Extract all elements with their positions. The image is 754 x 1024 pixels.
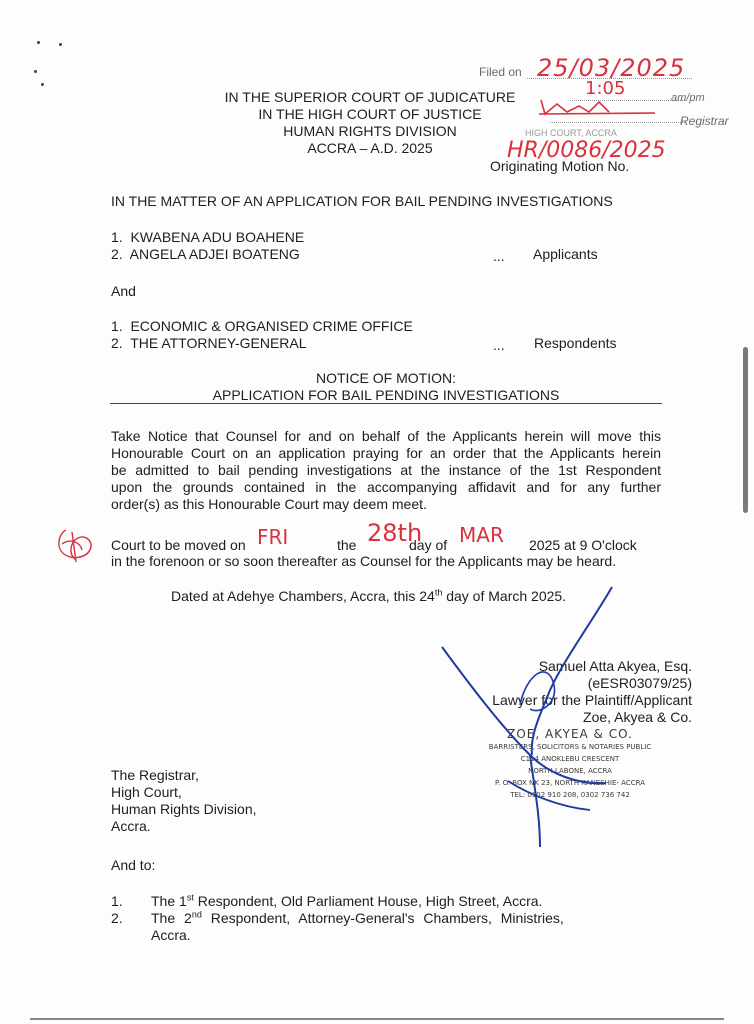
respondents-ellipsis: ... <box>493 337 505 353</box>
firm-stamp-line-5: TEL: 0302 910 208, 0302 736 742 <box>510 791 630 799</box>
hearing-suffix: 2025 at 9 O'clock <box>529 537 637 553</box>
high-court-label: HIGH COURT, ACCRA <box>525 128 617 138</box>
firm-stamp-line-1: BARRISTERS, SOLICITORS & NOTARIES PUBLIC <box>488 743 652 751</box>
suit-number-handwritten: HR/0086/2025 <box>507 138 666 163</box>
notice-title <box>111 370 661 404</box>
filed-on-label: Filed on <box>479 65 522 79</box>
scan-speck <box>59 43 62 46</box>
and-to-label: And to: <box>111 857 156 873</box>
recipient-2 <box>111 909 671 943</box>
page-bottom-rule <box>30 1018 724 1020</box>
respondents-role: Respondents <box>534 335 617 351</box>
notice-body-line-1: Take Notice that Counsel for and on behalf of the Applicants herein will move this <box>111 428 661 444</box>
am-pm-label: am/pm <box>671 92 705 104</box>
originating-motion-label: Originating Motion No. <box>490 158 630 174</box>
hearing-prefix: Court to be moved on <box>111 537 246 553</box>
court-line-2: IN THE HIGH COURT OF JUSTICE <box>258 106 482 122</box>
scan-speck <box>41 83 44 86</box>
filed-time-handwritten: 1:05 <box>585 78 626 99</box>
court-line-3: HUMAN RIGHTS DIVISION <box>283 123 457 139</box>
court-line-4: ACCRA – A.D. 2025 <box>307 140 433 156</box>
law-firm: Zoe, Akyea & Co. <box>583 709 692 725</box>
respondent-2: 2. THE ATTORNEY-GENERAL <box>111 335 307 351</box>
stamp-dotted-line <box>550 122 685 123</box>
hearing-line-2: in the forenoon or so soon thereafter as Counsel for the Applicants may be heard. <box>111 553 617 569</box>
lawyer-signature-icon <box>430 585 650 855</box>
notice-body-line-5: order(s) as this Honourable Court may deem meet. <box>111 496 427 512</box>
hearing-day-handwritten: FRI <box>257 525 289 549</box>
firm-stamp-line-2: C114 ANOKLEBU CRESCENT <box>520 755 620 763</box>
dated-post: day of March 2025. <box>442 588 567 604</box>
hearing-day-of: day of <box>409 537 448 553</box>
notice-body-line-4: upon the grounds contained in the accompanying affidavit and for any further <box>111 479 661 495</box>
registrar-label: Registrar <box>680 114 729 128</box>
recipient-2-text: The 2nd Respondent, Attorney-General's Chambers, Ministries, <box>151 909 564 926</box>
firm-stamp-line-4: P. O. BOX NK 23, NORTH KANESHIE- ACCRA <box>495 779 645 787</box>
firm-stamp-line-3: NORTH LABONE, ACCRA <box>528 767 612 775</box>
registrar-initials-scribble <box>537 96 657 118</box>
hearing-the: the <box>337 537 357 553</box>
recipient-1-text: The 1st Respondent, Old Parliament House, High Street, Accra. <box>151 892 543 909</box>
notice-body-line-2: Honourable Court on an application praying for an order that the Applicants herein <box>111 445 661 461</box>
and-conjunction: And <box>111 283 136 299</box>
notice-title-rule <box>110 403 662 404</box>
applicant-1: 1. KWABENA ADU BOAHENE <box>111 229 305 245</box>
filed-date-handwritten: 25/03/2025 <box>537 54 686 82</box>
applicant-2: 2. ANGELA ADJEI BOATENG <box>111 246 300 262</box>
addressee-line-2: High Court, <box>111 784 182 800</box>
vertical-scrollbar-thumb[interactable] <box>743 347 748 513</box>
dated-pre: Dated at Adehye Chambers, Accra, this 24 <box>171 588 435 604</box>
recipient-1-num: 1. <box>111 893 123 909</box>
scan-speck <box>37 41 40 44</box>
addressee-line-3: Human Rights Division, <box>111 801 257 817</box>
notice-body <box>111 428 661 513</box>
matter-title: IN THE MATTER OF AN APPLICATION FOR BAIL PENDING INVESTIGATIONS <box>111 193 613 209</box>
lawyer-name: Samuel Atta Akyea, Esq. <box>538 658 692 674</box>
applicants-ellipsis: ... <box>493 248 505 264</box>
applicants-role: Applicants <box>533 246 598 262</box>
recipient-2-num: 2. <box>111 910 123 926</box>
notice-title-line-2: APPLICATION FOR BAIL PENDING INVESTIGATIONS <box>212 387 560 403</box>
firm-stamp-title: ZOE, AKYEA & CO. <box>507 727 633 741</box>
respondent-1: 1. ECONOMIC & ORGANISED CRIME OFFICE <box>111 318 413 334</box>
dated-sup: th <box>434 587 443 598</box>
addressee-line-4: Accra. <box>111 818 151 834</box>
scan-speck <box>34 70 37 73</box>
addressee-line-1: The Registrar, <box>111 767 199 783</box>
recipient-2-continuation: Accra. <box>151 927 191 943</box>
hearing-month-handwritten: MAR <box>459 523 504 547</box>
filing-stamp <box>475 56 745 171</box>
hearing-line-1 <box>111 519 661 554</box>
lawyer-license: (eESR03079/25) <box>587 675 692 691</box>
notice-body-line-3: be admitted to bail pending investigations at the instance of the 1st Respondent <box>111 462 661 478</box>
recipient-1 <box>111 893 671 910</box>
judge-initials-icon <box>52 524 96 568</box>
lawyer-role: Lawyer for the Plaintiff/Applicant <box>492 692 692 708</box>
hearing-date-handwritten: 28th <box>367 519 423 547</box>
court-line-1: IN THE SUPERIOR COURT OF JUDICATURE <box>224 89 516 105</box>
notice-title-line-1: NOTICE OF MOTION: <box>316 370 456 386</box>
addressee-block <box>111 767 257 835</box>
